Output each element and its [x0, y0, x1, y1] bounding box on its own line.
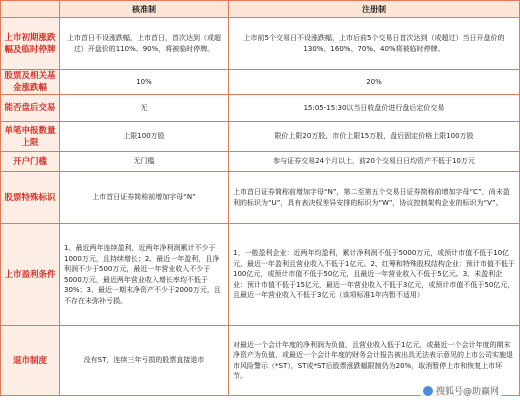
table-row — [1, 122, 520, 152]
row-label: 上市盈利条件 — [1, 224, 60, 326]
row-label: 上市初期涨跌幅及临时停牌 — [1, 18, 60, 70]
registration-cell: 上市前5个交易日不设涨跌幅，上市后前5个交易日首次达到（或超过）当日开盘价的130%、160%、70%、40%将被临时停牌。 — [229, 18, 520, 70]
row-label: 股票特殊标识 — [1, 172, 60, 224]
approval-cell: 无门槛 — [60, 152, 229, 172]
header-empty — [1, 1, 60, 18]
row-label: 开户门槛 — [1, 152, 60, 172]
registration-cell: 15:05-15:30以当日收盘价进行盘后定价交易 — [229, 95, 520, 122]
table-row — [1, 172, 520, 224]
approval-cell: 没有ST，连续三年亏损的股票直接退市 — [60, 326, 229, 396]
registration-cell: 1、一般盈利企业：近两年均盈利，累计净利润不低于5000万元，或预计市值不低于10亿元，最近一年盈利且营业收入不低于1亿元。2、红筹和特殊股权结构企业：预计市值不低于100亿元，或预计市值不低于50亿元，且最近一年营业收入不低于5亿元。3、未盈利企业：预计市值不低于15亿元，最近一年营业收入不低于3亿元，或预计市值不低于50亿元，且最近一年营业收入不低于3亿元（该项标准1年内暂不适用） — [229, 224, 520, 326]
watermark — [420, 384, 502, 397]
table-row — [1, 95, 520, 122]
row-label: 退市制度 — [1, 326, 60, 396]
approval-cell: 上市首日证券简称前增加字母“N” — [60, 172, 229, 224]
table-row — [1, 224, 520, 326]
registration-cell: 上市首日证券简称前增加字母“N”，第二至第五个交易日证券简称前增加字母“C”，尚未盈利的标识为“U”，具有表决权差异安排的标识为“W”，协议控制架构企业的标识为“V”。 — [229, 172, 520, 224]
row-label: 能否盘后交易 — [1, 95, 60, 122]
registration-cell: 对最近一个会计年度的净利润为负值，且营业收入低于1亿元，或最近一个会计年度的期末净资产为负值，或最近一个会计年度的财务会计报告被出具无法表示意见的上市公司实施退市风险警示（*ST），ST或*ST后股票涨跌幅限制仍为20%，取消暂停上市和恢复上市环节。 — [229, 326, 520, 396]
approval-cell: 无 — [60, 95, 229, 122]
registration-cell: 限价上限20万股，市价上限15万股，盘后固定价格上限100万股 — [229, 122, 520, 152]
search-icon — [423, 386, 433, 396]
table-row — [1, 18, 520, 70]
watermark-text: 搜狐号@助赢网 — [435, 387, 499, 397]
registration-cell: 20% — [229, 70, 520, 95]
approval-cell: 上市首日不设涨跌幅，上市首日，首次达到（或超过）开盘价的110%、90%，将被临时停牌。 — [60, 18, 229, 70]
approval-cell: 上限100万股 — [60, 122, 229, 152]
approval-cell: 1、最近两年连续盈利，近两年净利润累计不少于1000万元，且持续增长；2、最近一年盈利，且净利润不少于500万元，最近一年营业收入不少于5000万元，最近两年营业收入增长率均不低于30%；3、最近一期末净资产不少于2000万元，且不存在未弥补亏损。 — [60, 224, 229, 326]
table-row — [1, 70, 520, 95]
header-approval-system: 核准制 — [60, 1, 229, 18]
header-registration-system: 注册制 — [229, 1, 520, 18]
row-label: 单笔申报数量上限 — [1, 122, 60, 152]
table-header-row — [1, 1, 520, 18]
approval-cell: 10% — [60, 70, 229, 95]
table-row — [1, 152, 520, 172]
row-label: 股票及相关基金涨跌幅 — [1, 70, 60, 95]
registration-cell: 参与证券交易24个月以上，前20个交易日日均资产不低于10万元 — [229, 152, 520, 172]
